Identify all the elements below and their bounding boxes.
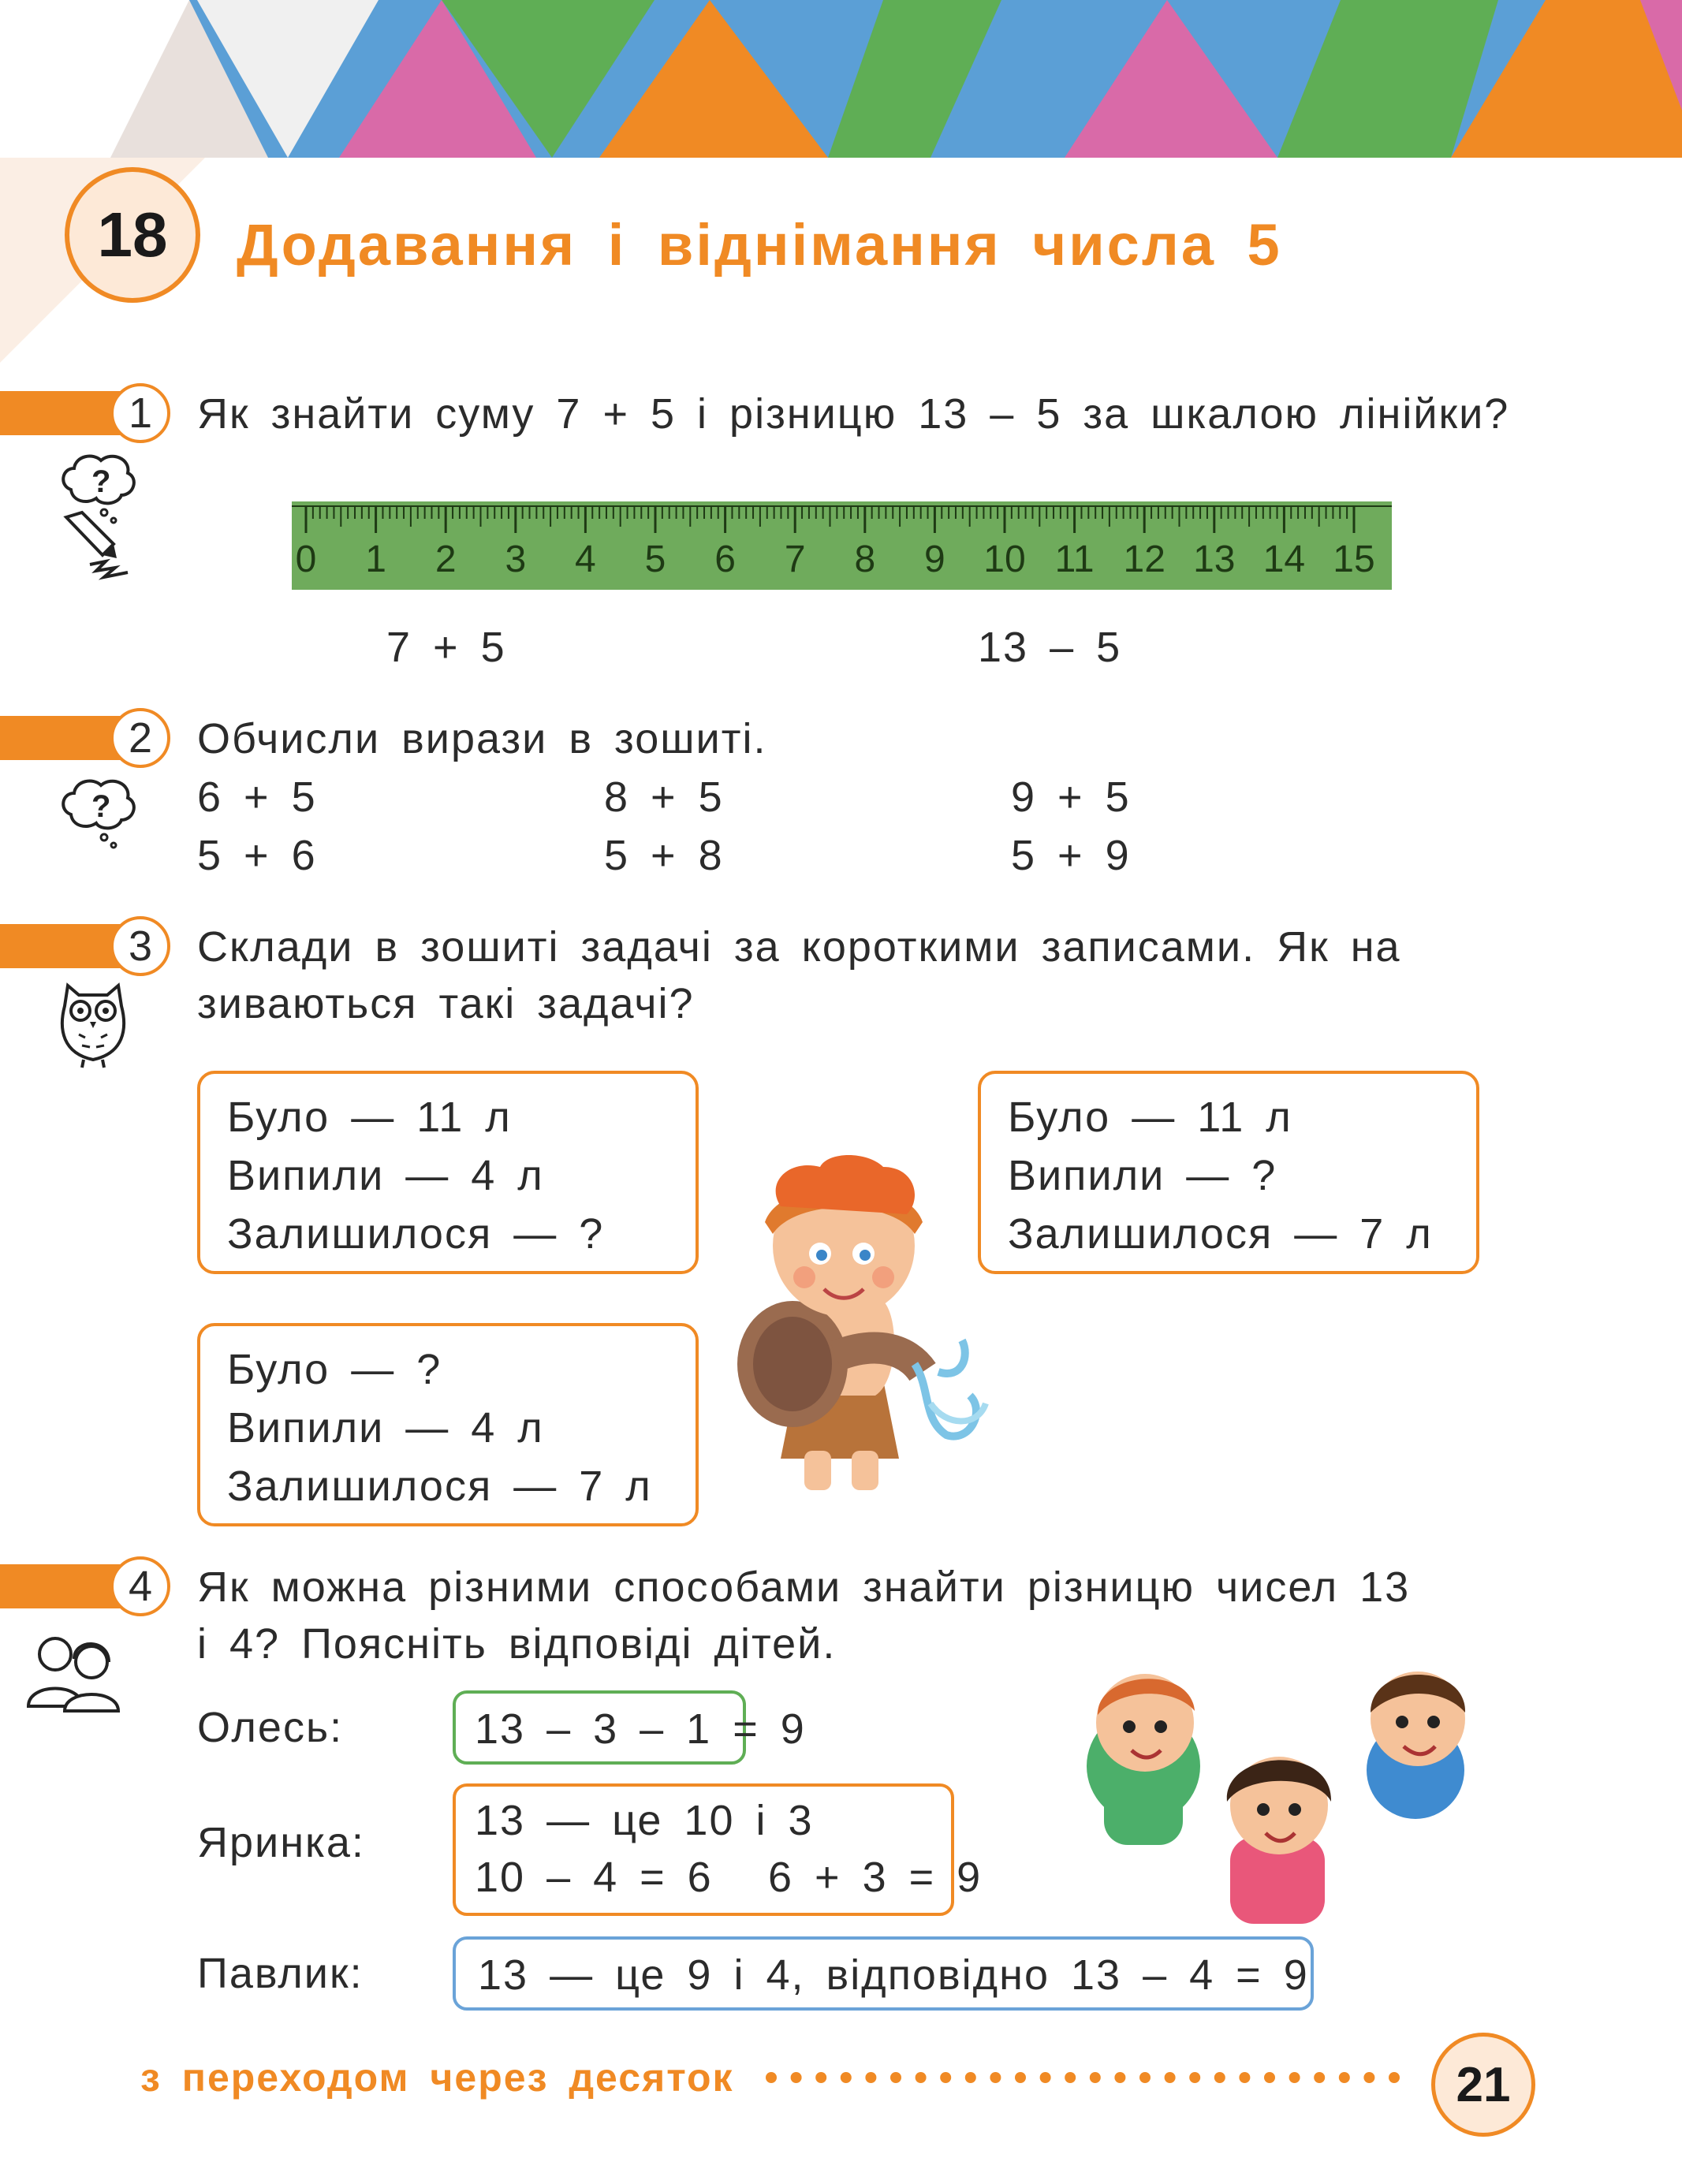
ruler-label: 14 [1262, 539, 1306, 580]
ruler-label: 5 [644, 539, 666, 580]
problem-box-2 [978, 1071, 1479, 1274]
task3-text-line2: зиваються такі задачі? [197, 980, 695, 1027]
svg-text:?: ? [91, 464, 111, 499]
expr-r1c2: 8 + 5 [604, 773, 724, 821]
expr-r2c2: 5 + 8 [604, 832, 724, 879]
task4-text-line2: і 4? Поясніть відповіді дітей. [197, 1620, 837, 1668]
box1-line2: Випили — 4 л [227, 1152, 544, 1199]
footer-dot [940, 2072, 951, 2083]
ruler-label: 10 [983, 539, 1026, 580]
boy-with-jug-illustration [733, 1143, 1001, 1498]
box2-line1: Було — 11 л [1008, 1094, 1292, 1141]
expr-r2c3: 5 + 9 [1011, 832, 1131, 879]
children-illustration [1072, 1640, 1482, 1924]
pencil-icon [58, 509, 137, 580]
ruler-label: 9 [924, 539, 945, 580]
ruler-ticks [292, 501, 1392, 533]
expr-sum: 7 + 5 [386, 624, 506, 671]
footer-dot [1165, 2072, 1176, 2083]
footer-dot [1189, 2072, 1200, 2083]
task2-number: 2 [110, 708, 170, 768]
task2-text: Обчисли вирази в зошиті. [197, 715, 767, 762]
problem-box-3 [197, 1323, 699, 1526]
yarynka-line2a: 10 – 4 = 6 [475, 1854, 713, 1901]
footer-dot [865, 2072, 876, 2083]
task1-text: Як знайти суму 7 + 5 і різницю 13 – 5 за шкалою лінійки? [197, 390, 1510, 438]
footer-dot [890, 2072, 901, 2083]
ruler-label: 13 [1193, 539, 1236, 580]
box3-line2: Випили — 4 л [227, 1404, 544, 1452]
ruler-label: 15 [1333, 539, 1375, 580]
ruler-label: 6 [714, 539, 736, 580]
lesson-title: Додавання і віднімання числа 5 [237, 212, 1282, 278]
expr-r1c3: 9 + 5 [1011, 773, 1131, 821]
yarynka-line1: 13 — це 10 і 3 [475, 1797, 814, 1844]
footer-dot [1065, 2072, 1076, 2083]
footer-dot [815, 2072, 826, 2083]
footer-dot [1114, 2072, 1125, 2083]
task3-text-line1: Склади в зошиті задачі за короткими записами. Як на [197, 923, 1401, 971]
yarynka-label: Яринка: [197, 1819, 365, 1866]
page-number: 21 [1431, 2033, 1535, 2137]
footer-dot [791, 2072, 802, 2083]
pavlyk-label: Павлик: [197, 1950, 364, 1997]
task4-text-line1: Як можна різними способами знайти різницю чисел 13 [197, 1563, 1411, 1611]
footer-dot [1239, 2072, 1250, 2083]
ruler-label: 7 [784, 539, 806, 580]
pavlyk-answer-box [453, 1936, 1314, 2011]
box2-line3: Залишилося — 7 л [1008, 1210, 1433, 1258]
ruler-label: 2 [434, 539, 457, 580]
box1-line3: Залишилося — ? [227, 1210, 605, 1258]
ruler-label: 3 [505, 539, 527, 580]
box2-line2: Випили — ? [1008, 1152, 1277, 1199]
svg-text:?: ? [91, 789, 111, 824]
ruler-label: 12 [1123, 539, 1165, 580]
oles-answer-box [453, 1690, 806, 1765]
expr-r1c1: 6 + 5 [197, 773, 317, 821]
owl-icon [55, 975, 131, 1069]
footer-dot [766, 2072, 777, 2083]
footer-dot [1289, 2072, 1300, 2083]
yarynka-line2b: 6 + 3 = 9 [768, 1854, 983, 1901]
box3-line3: Залишилося — 7 л [227, 1463, 652, 1510]
footer-dot [1214, 2072, 1225, 2083]
ruler-labels [292, 538, 1392, 585]
footer-dots [763, 2066, 1419, 2089]
footer-dot [990, 2072, 1001, 2083]
problem-box-1 [197, 1071, 699, 1274]
box3-line1: Було — ? [227, 1346, 442, 1393]
pavlyk-answer: 13 — це 9 і 4, відповідно 13 – 4 = 9 [478, 1951, 1309, 1999]
task4-number: 4 [110, 1556, 170, 1616]
expr-r2c1: 5 + 6 [197, 832, 317, 879]
oles-answer: 13 – 3 – 1 = 9 [475, 1705, 806, 1753]
box1-line1: Було — 11 л [227, 1094, 512, 1141]
task3-number: 3 [110, 916, 170, 976]
expr-diff: 13 – 5 [978, 624, 1122, 671]
footer-dot [841, 2072, 852, 2083]
footer-dot [1090, 2072, 1101, 2083]
footer-dot [1264, 2072, 1275, 2083]
footer-dot [1015, 2072, 1026, 2083]
lesson-number: 18 [65, 167, 200, 303]
task1-number: 1 [110, 383, 170, 443]
think-icon [55, 771, 142, 850]
footer-text: з переходом через десяток [140, 2055, 734, 2100]
footer-dot [1314, 2072, 1325, 2083]
footer-dot [965, 2072, 976, 2083]
pair-work-icon [22, 1627, 125, 1714]
ruler-label: 4 [575, 539, 596, 580]
oles-label: Олесь: [197, 1704, 344, 1751]
footer-dot [1389, 2072, 1400, 2083]
footer-dot [1363, 2072, 1374, 2083]
ruler-label: 0 [295, 539, 317, 580]
footer-dot [1339, 2072, 1350, 2083]
footer-dot [1139, 2072, 1151, 2083]
footer-dot [1040, 2072, 1051, 2083]
yarynka-answer-box [453, 1783, 983, 1916]
decorative-banner [0, 0, 1682, 158]
ruler-label: 11 [1054, 539, 1095, 580]
ruler-label: 1 [365, 539, 386, 580]
ruler-label: 8 [854, 539, 876, 580]
footer-dot [916, 2072, 927, 2083]
